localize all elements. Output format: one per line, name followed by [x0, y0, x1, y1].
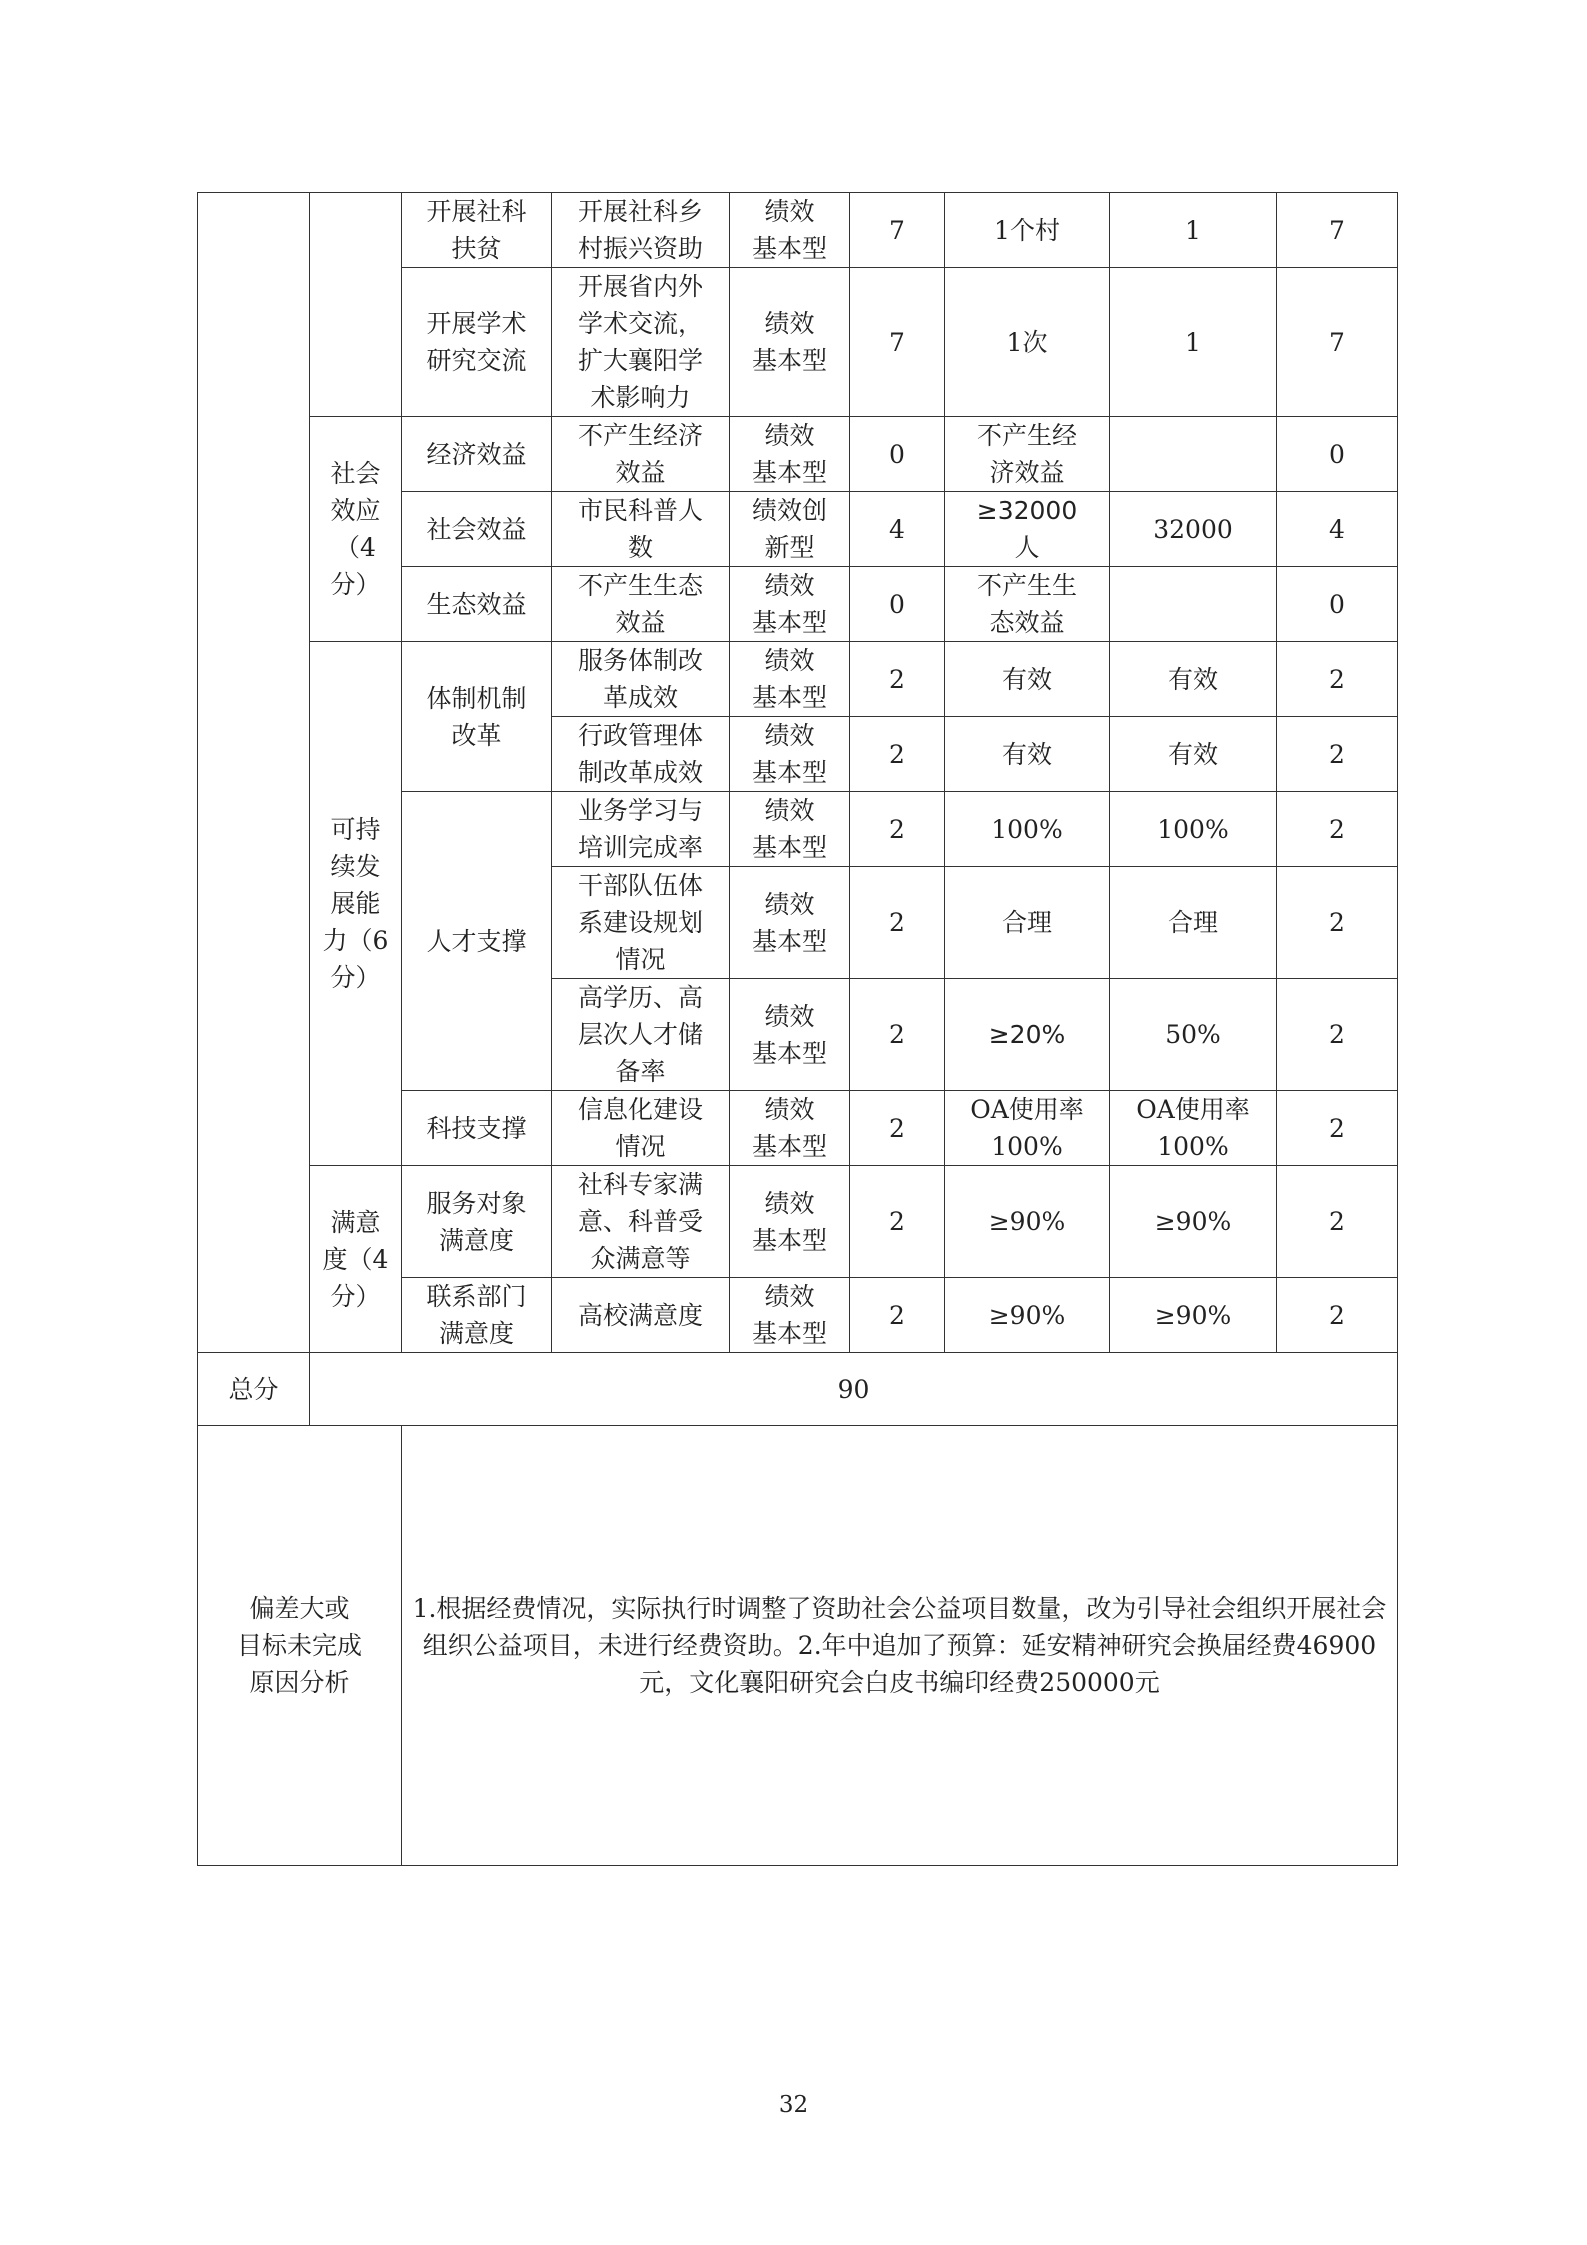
target-value: 1次 — [945, 268, 1110, 417]
indicator-l2: 体制机制 改革 — [402, 642, 552, 792]
indicator-l2: 开展社科 扶贫 — [402, 193, 552, 268]
deviation-label: 偏差大或 目标未完成 原因分析 — [198, 1426, 402, 1866]
indicator-type: 绩效 基本型 — [730, 193, 850, 268]
indicator-l2: 人才支撑 — [402, 792, 552, 1091]
deviation-analysis: 1.根据经费情况，实际执行时调整了资助社会公益项目数量，改为引导社会组织开展社会组织公益项目，未进行经费资助。2.年中追加了预算：延安精神研究会换届经费46900元，文化襄阳研究会白皮书编印经费250000元 — [402, 1426, 1398, 1866]
score: 2 — [1277, 979, 1398, 1091]
indicator-l2: 生态效益 — [402, 567, 552, 642]
weight: 2 — [850, 717, 945, 792]
target-value: 1个村 — [945, 193, 1110, 268]
indicator-type: 绩效 基本型 — [730, 567, 850, 642]
weight: 7 — [850, 193, 945, 268]
indicator-l3: 行政管理体 制改革成效 — [552, 717, 730, 792]
actual-value: 1 — [1110, 268, 1277, 417]
weight: 2 — [850, 979, 945, 1091]
indicator-type: 绩效 基本型 — [730, 979, 850, 1091]
target-value: 不产生经 济效益 — [945, 417, 1110, 492]
weight: 2 — [850, 792, 945, 867]
actual-value: 32000 — [1110, 492, 1277, 567]
performance-table — [197, 192, 1398, 1866]
indicator-l3: 高校满意度 — [552, 1278, 730, 1353]
score: 4 — [1277, 492, 1398, 567]
indicator-l2: 经济效益 — [402, 417, 552, 492]
indicator-type: 绩效 基本型 — [730, 1166, 850, 1278]
score: 2 — [1277, 1091, 1398, 1166]
score: 2 — [1277, 1166, 1398, 1278]
page-number: 32 — [778, 2092, 809, 2118]
indicator-type: 绩效 基本型 — [730, 1091, 850, 1166]
target-value: ≥32000 人 — [945, 492, 1110, 567]
score: 0 — [1277, 567, 1398, 642]
indicator-l3: 不产生经济 效益 — [552, 417, 730, 492]
actual-value — [1110, 417, 1277, 492]
indicator-l3: 市民科普人 数 — [552, 492, 730, 567]
score: 7 — [1277, 193, 1398, 268]
weight: 2 — [850, 642, 945, 717]
indicator-l2: 社会效益 — [402, 492, 552, 567]
score: 2 — [1277, 1278, 1398, 1353]
actual-value: 50% — [1110, 979, 1277, 1091]
score: 2 — [1277, 642, 1398, 717]
category-cell — [198, 193, 310, 1353]
indicator-l2: 联系部门 满意度 — [402, 1278, 552, 1353]
indicator-l3: 开展省内外 学术交流， 扩大襄阳学 术影响力 — [552, 268, 730, 417]
indicator-l2: 科技支撑 — [402, 1091, 552, 1166]
indicator-l3: 信息化建设 情况 — [552, 1091, 730, 1166]
target-value: 不产生生 态效益 — [945, 567, 1110, 642]
actual-value: 合理 — [1110, 867, 1277, 979]
indicator-type: 绩效 基本型 — [730, 867, 850, 979]
weight: 4 — [850, 492, 945, 567]
target-value: 合理 — [945, 867, 1110, 979]
actual-value: ≥90% — [1110, 1166, 1277, 1278]
weight: 2 — [850, 1166, 945, 1278]
indicator-type: 绩效 基本型 — [730, 717, 850, 792]
indicator-l1: 可持 续发 展能 力（6 分） — [310, 642, 402, 1166]
indicator-l1: 满意 度（4 分） — [310, 1166, 402, 1353]
score: 0 — [1277, 417, 1398, 492]
actual-value: ≥90% — [1110, 1278, 1277, 1353]
indicator-l3: 干部队伍体 系建设规划 情况 — [552, 867, 730, 979]
weight: 0 — [850, 417, 945, 492]
weight: 2 — [850, 1278, 945, 1353]
score: 2 — [1277, 717, 1398, 792]
total-label: 总分 — [198, 1353, 310, 1426]
score: 2 — [1277, 867, 1398, 979]
weight: 2 — [850, 867, 945, 979]
actual-value: 100% — [1110, 792, 1277, 867]
indicator-l2: 服务对象 满意度 — [402, 1166, 552, 1278]
indicator-l3: 社科专家满 意、科普受 众满意等 — [552, 1166, 730, 1278]
actual-value: OA使用率 100% — [1110, 1091, 1277, 1166]
indicator-type: 绩效 基本型 — [730, 417, 850, 492]
indicator-l3: 开展社科乡 村振兴资助 — [552, 193, 730, 268]
target-value: ≥90% — [945, 1166, 1110, 1278]
total-value: 90 — [310, 1353, 1398, 1426]
target-value: 100% — [945, 792, 1110, 867]
indicator-l3: 业务学习与 培训完成率 — [552, 792, 730, 867]
indicator-l1: 社会 效应 （4 分） — [310, 417, 402, 642]
target-value: OA使用率 100% — [945, 1091, 1110, 1166]
indicator-type: 绩效 基本型 — [730, 642, 850, 717]
indicator-l3: 高学历、高 层次人才储 备率 — [552, 979, 730, 1091]
score: 2 — [1277, 792, 1398, 867]
actual-value: 有效 — [1110, 717, 1277, 792]
indicator-type: 绩效 基本型 — [730, 268, 850, 417]
indicator-type: 绩效创 新型 — [730, 492, 850, 567]
weight: 2 — [850, 1091, 945, 1166]
weight: 7 — [850, 268, 945, 417]
indicator-type: 绩效 基本型 — [730, 1278, 850, 1353]
indicator-l2: 开展学术 研究交流 — [402, 268, 552, 417]
score: 7 — [1277, 268, 1398, 417]
actual-value: 1 — [1110, 193, 1277, 268]
indicator-l3: 不产生生态 效益 — [552, 567, 730, 642]
actual-value — [1110, 567, 1277, 642]
weight: 0 — [850, 567, 945, 642]
indicator-l3: 服务体制改 革成效 — [552, 642, 730, 717]
actual-value: 有效 — [1110, 642, 1277, 717]
indicator-type: 绩效 基本型 — [730, 792, 850, 867]
target-value: ≥90% — [945, 1278, 1110, 1353]
target-value: ≥20% — [945, 979, 1110, 1091]
target-value: 有效 — [945, 642, 1110, 717]
target-value: 有效 — [945, 717, 1110, 792]
subcategory-cell — [310, 193, 402, 417]
